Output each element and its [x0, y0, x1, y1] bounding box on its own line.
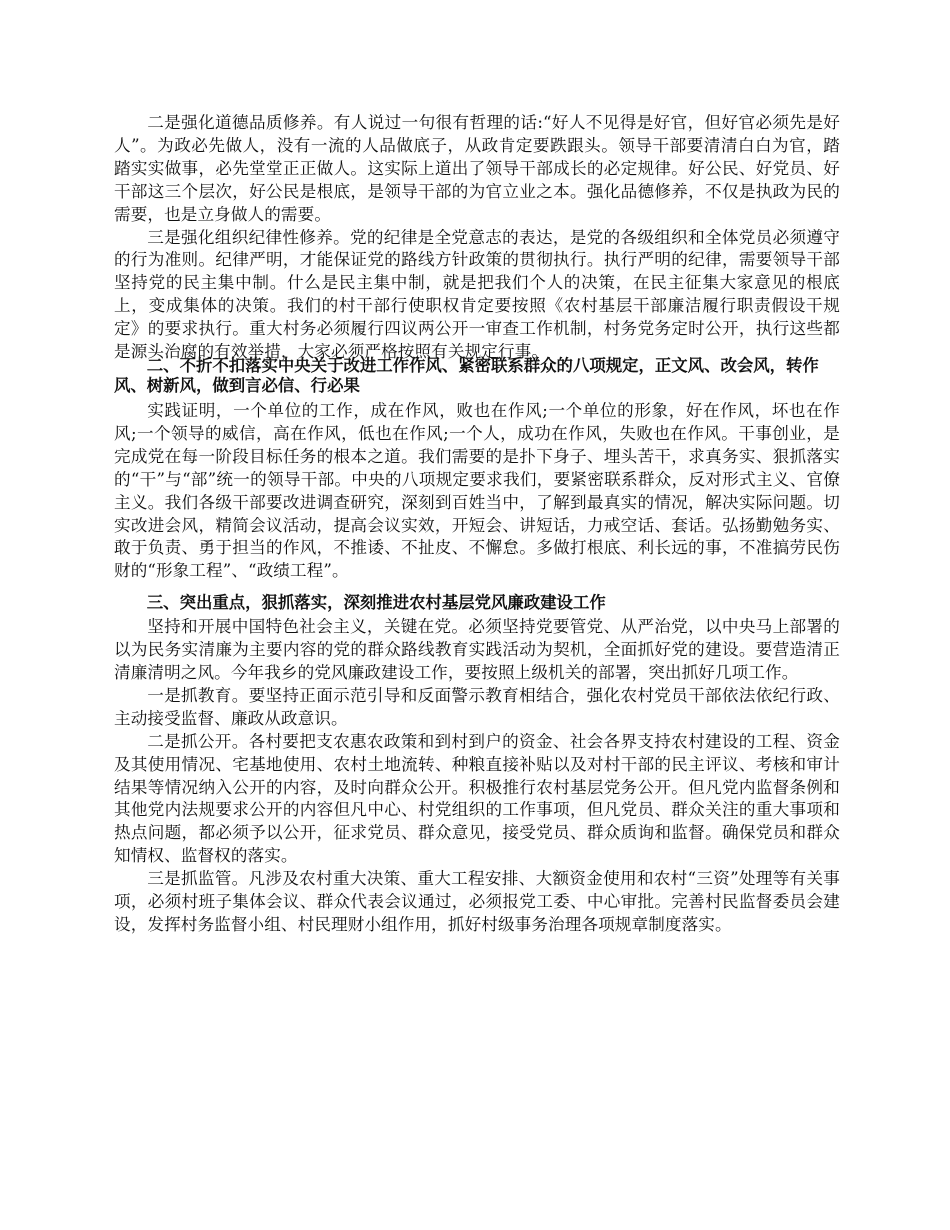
- paragraph-education: 一是抓教育。要坚持正面示范引导和反面警示教育相结合，强化农村党员干部依法依纪行政、主动接受监督、廉政从政意识。: [114, 685, 840, 728]
- document-page: [114, 112, 840, 937]
- paragraph-moral-cultivation: 二是强化道德品质修养。有人说过一句很有哲理的话:“好人不见得是好官，但好官必须先是好人”。为政必先做人，没有一流的人品做底子，从政肯定要跌跟头。领导干部要清清白白为官，踏踏实实做事，必先堂堂正正做人。这实际上道出了领导干部成长的必定规律。好公民、好党员、好干部这三个层次，好公民是根底，是领导干部的为官立业之本。强化品德修养，不仅是执政为民的需要，也是立身做人的需要。: [114, 113, 840, 224]
- paragraph-work-style: 实践证明，一个单位的工作，成在作风，败也在作风;一个单位的形象，好在作风，坏也在作风;一个领导的威信，高在作风，低也在作风;一个人，成功在作风，失败也在作风。干事创业，是完成党在每一阶段目标任务的根本之道。我们需要的是扑下身子、埋头苦干，求真务实、狠抓落实的“干”与“部”统一的领导干部。中央的八项规定要求我们，要紧密联系群众，反对形式主义、官僚主义。我们各级干部要改进调查研究，深刻到百姓当中，了解到最真实的情况，解决实际问题。切实改进会风，精简会议活动，提高会议实效，开短会、讲短话，力戒空话、套话。弘扬勤勉务实、敢于负责、勇于担当的作风，不推诿、不扯皮、不懈怠。多做打根底、利长远的事，不准搞劳民伤财的“形象工程”、“政绩工程”。: [114, 400, 840, 581]
- paragraph-party-building: 坚持和开展中国特色社会主义，关键在党。必须坚持党要管党、从严治党，以中央马上部署的以为民务实清廉为主要内容的党的群众路线教育实践活动为契机，全面抓好党的建设。要营造清正清廉清明之风。今年我乡的党风廉政建设工作，要按照上级机关的部署，突出抓好几项工作。: [114, 617, 840, 683]
- paragraph-openness: 二是抓公开。各村要把支农惠农政策和到村到户的资金、社会各界支持农村建设的工程、资金及其使用情况、宅基地使用、农村土地流转、种粮直接补贴以及对村干部的民主评议、考核和审计结果等情况纳入公开的内容，及时向群众公开。积极推行农村基层党务公开。但凡党内监督条例和其他党内法规要求公开的内容但凡中心、村党组织的工作事项，但凡党员、群众关注的重大事项和热点问题，都必须予以公开，征求党员、群众意见，接受党员、群众质询和监督。确保党员和群众知情权、监督权的落实。: [114, 731, 840, 866]
- paragraph-discipline-cultivation: 三是强化组织纪律性修养。党的纪律是全党意志的表达，是党的各级组织和全体党员必须遵守的行为准则。纪律严明，才能保证党的路线方针政策的贯彻执行。执行严明的纪律，需要领导干部坚持党的民主集中制。什么是民主集中制，就是把我们个人的决策，在民主征集大家意见的根底上，变成集体的决策。我们的村干部行使职权肯定要按照《农村基层干部廉洁履行职责假设干规定》的要求执行。重大村务必须履行四议两公开一审查工作机制，村务党务定时公开，执行这些都是源头治腐的有效举措，大家必须严格按照有关规定行事。: [114, 227, 840, 362]
- section-heading-2: 二、不折不扣落实中央关于改进工作作风、紧密联系群众的八项规定，正文风、改会风，转作风、树新风，做到言必信、行必果: [114, 355, 819, 395]
- section-heading-3: 三、突出重点，狠抓落实，深刻推进农村基层党风廉政建设工作: [146, 593, 606, 613]
- paragraph-supervision: 三是抓监管。凡涉及农村重大决策、重大工程安排、大额资金使用和农村“三资”处理等有关事项，必须村班子集体会议、群众代表会议通过，必须报党工委、中心审批。完善村民监督委员会建设，发挥村务监督小组、村民理财小组作用，抓好村级事务治理各项规章制度落实。: [114, 869, 840, 934]
